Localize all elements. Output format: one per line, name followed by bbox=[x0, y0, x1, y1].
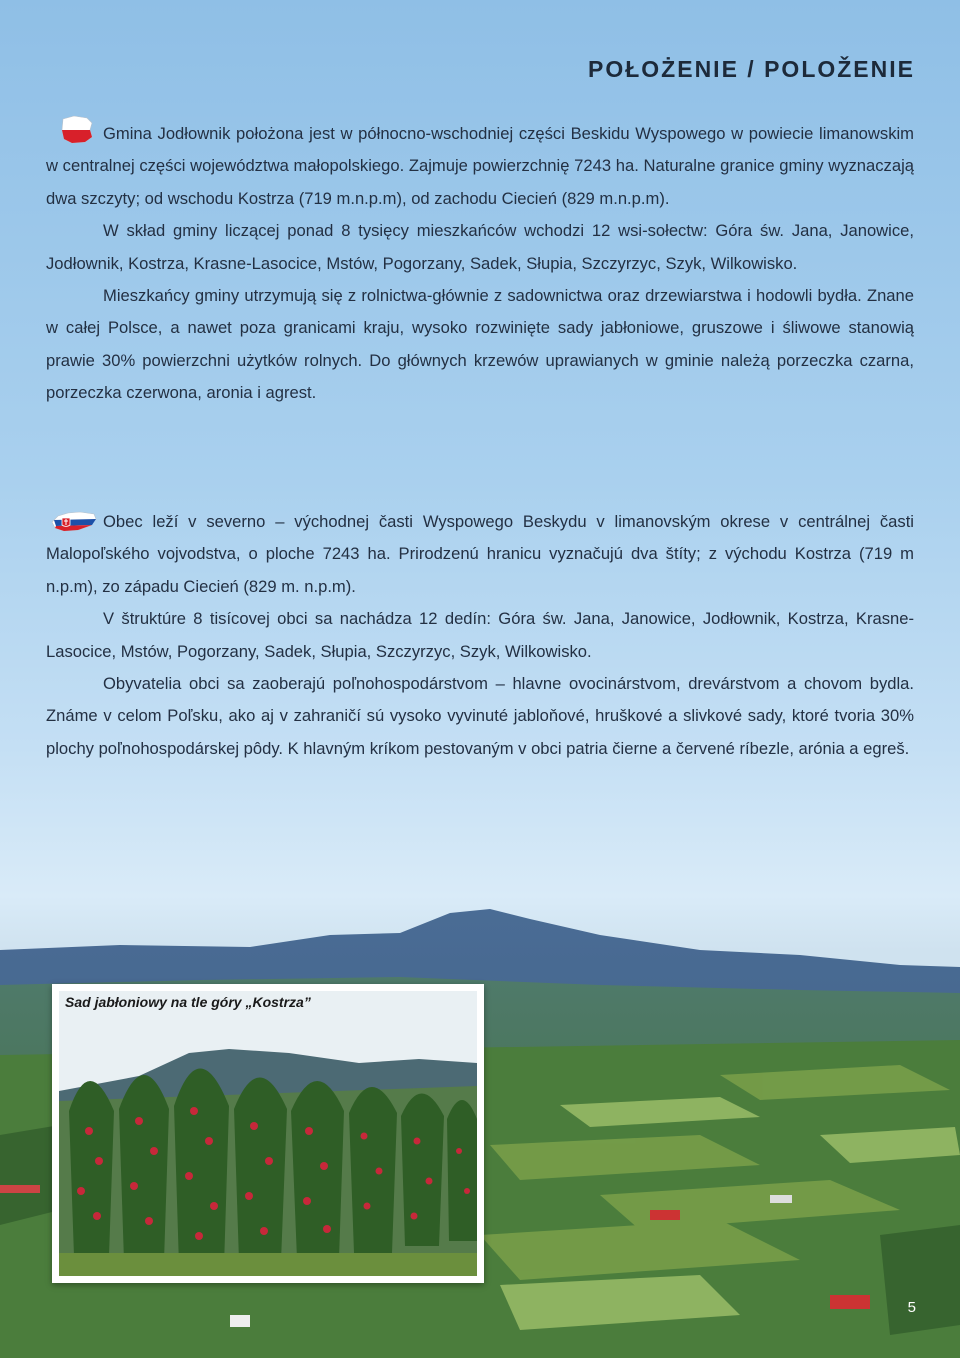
page-title: POŁOŻENIE / POLOŽENIE bbox=[588, 56, 915, 82]
orchard-photo-frame bbox=[52, 984, 484, 1283]
slovak-paragraph-2: V štruktúre 8 tisícovej obci sa nachádza 12 dedín: Góra św. Jana, Janowice, Jodłownik, Kostrza, Krasne-Lasocice, Mstów, Pogorzany, Sadek, Słupia, Szczyrzyc, Szyk, Wilkowisko. bbox=[46, 609, 914, 661]
page-number: 5 bbox=[907, 1299, 916, 1316]
orchard-photo bbox=[59, 991, 477, 1276]
polish-paragraph-3: Mieszkańcy gminy utrzymują się z rolnictwa-głównie z sadownictwa oraz drzewiarstwa i hodowli bydła. Znane w całej Polsce, a nawet poza granicami kraju, wysoko rozwinięte sady jabłoniowe, gruszowe i śliwowe stanowią prawie 30% powierzchni użytków rolnych. Do głównych krzewów uprawianych w gminie należą porzeczka czarna, porzeczka czerwona, aronia i agrest. bbox=[46, 286, 914, 403]
slovak-paragraph-3: Obyvatelia obci sa zaoberajú poľnohospodárstvom – hlavne ovocinárstvom, drevárstvom a chovom bydla. Známe v celom Poľsku, ako aj v zahraničí sú vysoko vyvinuté jabloňové, hruškové a slivkové sady, ktoré tvoria 30% plochy poľnohospodárskej pôdy. K hlavným kríkom pestovaným v obci patria čierne a červené ríbezle, arónia a egreš. bbox=[46, 674, 914, 758]
slovak-paragraph-1: Obec leží v severno – východnej časti Wyspowego Beskydu v limanovským okrese v centrálnej časti Malopoľského vojvodstva, o ploche 7243 ha. Prirodzenú hranicu vyznačujú dva štíty; z východu Kostrza (719 m n.p.m), zo západu Ciecień (829 m. n.p.m). bbox=[46, 512, 914, 596]
polish-paragraph-1: Gmina Jodłownik położona jest w północno-wschodniej części Beskidu Wyspowego w powiecie limanowskim w centralnej części województwa małopolskiego. Zajmuje powierzchnię 7243 ha. Naturalne granice gminy wyznaczają dwa szczyty; od wschodu Kostrza (719 m.n.p.m), od zachodu Ciecień (829 m.n.p.m). bbox=[46, 124, 914, 208]
photo-caption: Sad jabłoniowy na tle góry „Kostrza” bbox=[65, 994, 311, 1010]
apple-orchard-image bbox=[59, 991, 477, 1276]
polish-text bbox=[46, 118, 914, 410]
slovak-text bbox=[46, 506, 914, 765]
polish-paragraph-2: W skład gminy liczącej ponad 8 tysięcy mieszkańców wchodzi 12 wsi-sołectw: Góra św. Jana, Janowice, Jodłownik, Kostrza, Krasne-Lasocice, Mstów, Pogorzany, Sadek, Słupia, Szczyrzyc, Szyk, Wilkowisko. bbox=[46, 221, 914, 273]
